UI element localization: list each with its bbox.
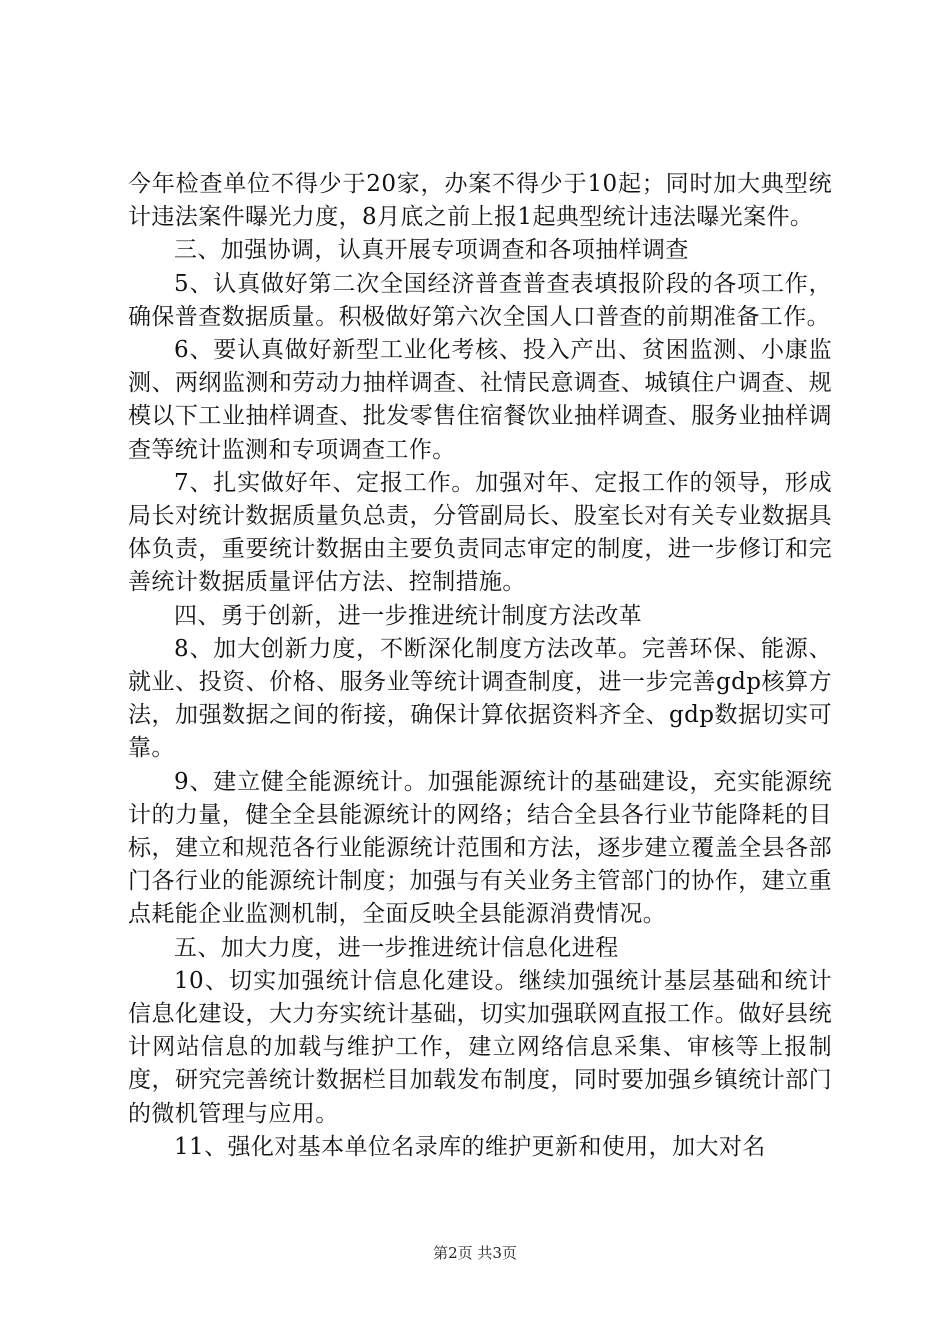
paragraph: 8、加大创新力度，不断深化制度方法改革。完善环保、能源、就业、投资、价格、服务业等统计调查制度，进一步完善gdp核算方法，加强数据之间的衔接，确保计算依据资料齐全、gdp数据切实可靠。 [128, 635, 832, 762]
paragraph: 今年检查单位不得少于20家，办案不得少于10起；同时加大典型统计违法案件曝光力度，8月底之前上报1起典型统计违法曝光案件。 [128, 171, 832, 231]
paragraph: 5、认真做好第二次全国经济普查普查表填报阶段的各项工作，确保普查数据质量。积极做好第六次全国人口普查的前期准备工作。 [128, 270, 832, 330]
page-number-footer: 第2页 共3页 [433, 1244, 517, 1262]
section-heading: 三、加强协调，认真开展专项调查和各项抽样调查 [174, 237, 689, 264]
paragraph: 9、建立健全能源统计。加强能源统计的基础建设，充实能源统计的力量，健全全县能源统计的网络；结合全县各行业节能降耗的目标，建立和规范各行业能源统计范围和方法，逐步建立覆盖全县各部门各行业的能源统计制度；加强与有关业务主管部门的协作，建立重点耗能企业监测机制，全面反映全县能源消费情况。 [128, 768, 832, 928]
paragraph: 10、切实加强统计信息化建设。继续加强统计基层基础和统计信息化建设，大力夯实统计基础，切实加强联网直报工作。做好县统计网站信息的加载与维护工作，建立网络信息采集、审核等上报制度，研究完善统计数据栏目加载发布制度，同时要加强乡镇统计部门的微机管理与应用。 [128, 967, 832, 1127]
paragraph: 7、扎实做好年、定报工作。加强对年、定报工作的领导，形成局长对统计数据质量负总责，分管副局长、股室长对有关专业数据具体负责，重要统计数据由主要负责同志审定的制度，进一步修订和完善统计数据质量评估方法、控制措施。 [128, 469, 832, 596]
paragraph: 11、强化对基本单位名录库的维护更新和使用，加大对名 [174, 1133, 766, 1160]
section-heading: 五、加大力度，进一步推进统计信息化进程 [174, 934, 619, 961]
paragraph: 6、要认真做好新型工业化考核、投入产出、贫困监测、小康监测、两纲监测和劳动力抽样调查、社情民意调查、城镇住户调查、规模以下工业抽样调查、批发零售住宿餐饮业抽样调查、服务业抽样调查等统计监测和专项调查工作。 [128, 337, 832, 463]
document-body [128, 168, 832, 1164]
section-heading: 四、勇于创新，进一步推进统计制度方法改革 [174, 602, 642, 629]
